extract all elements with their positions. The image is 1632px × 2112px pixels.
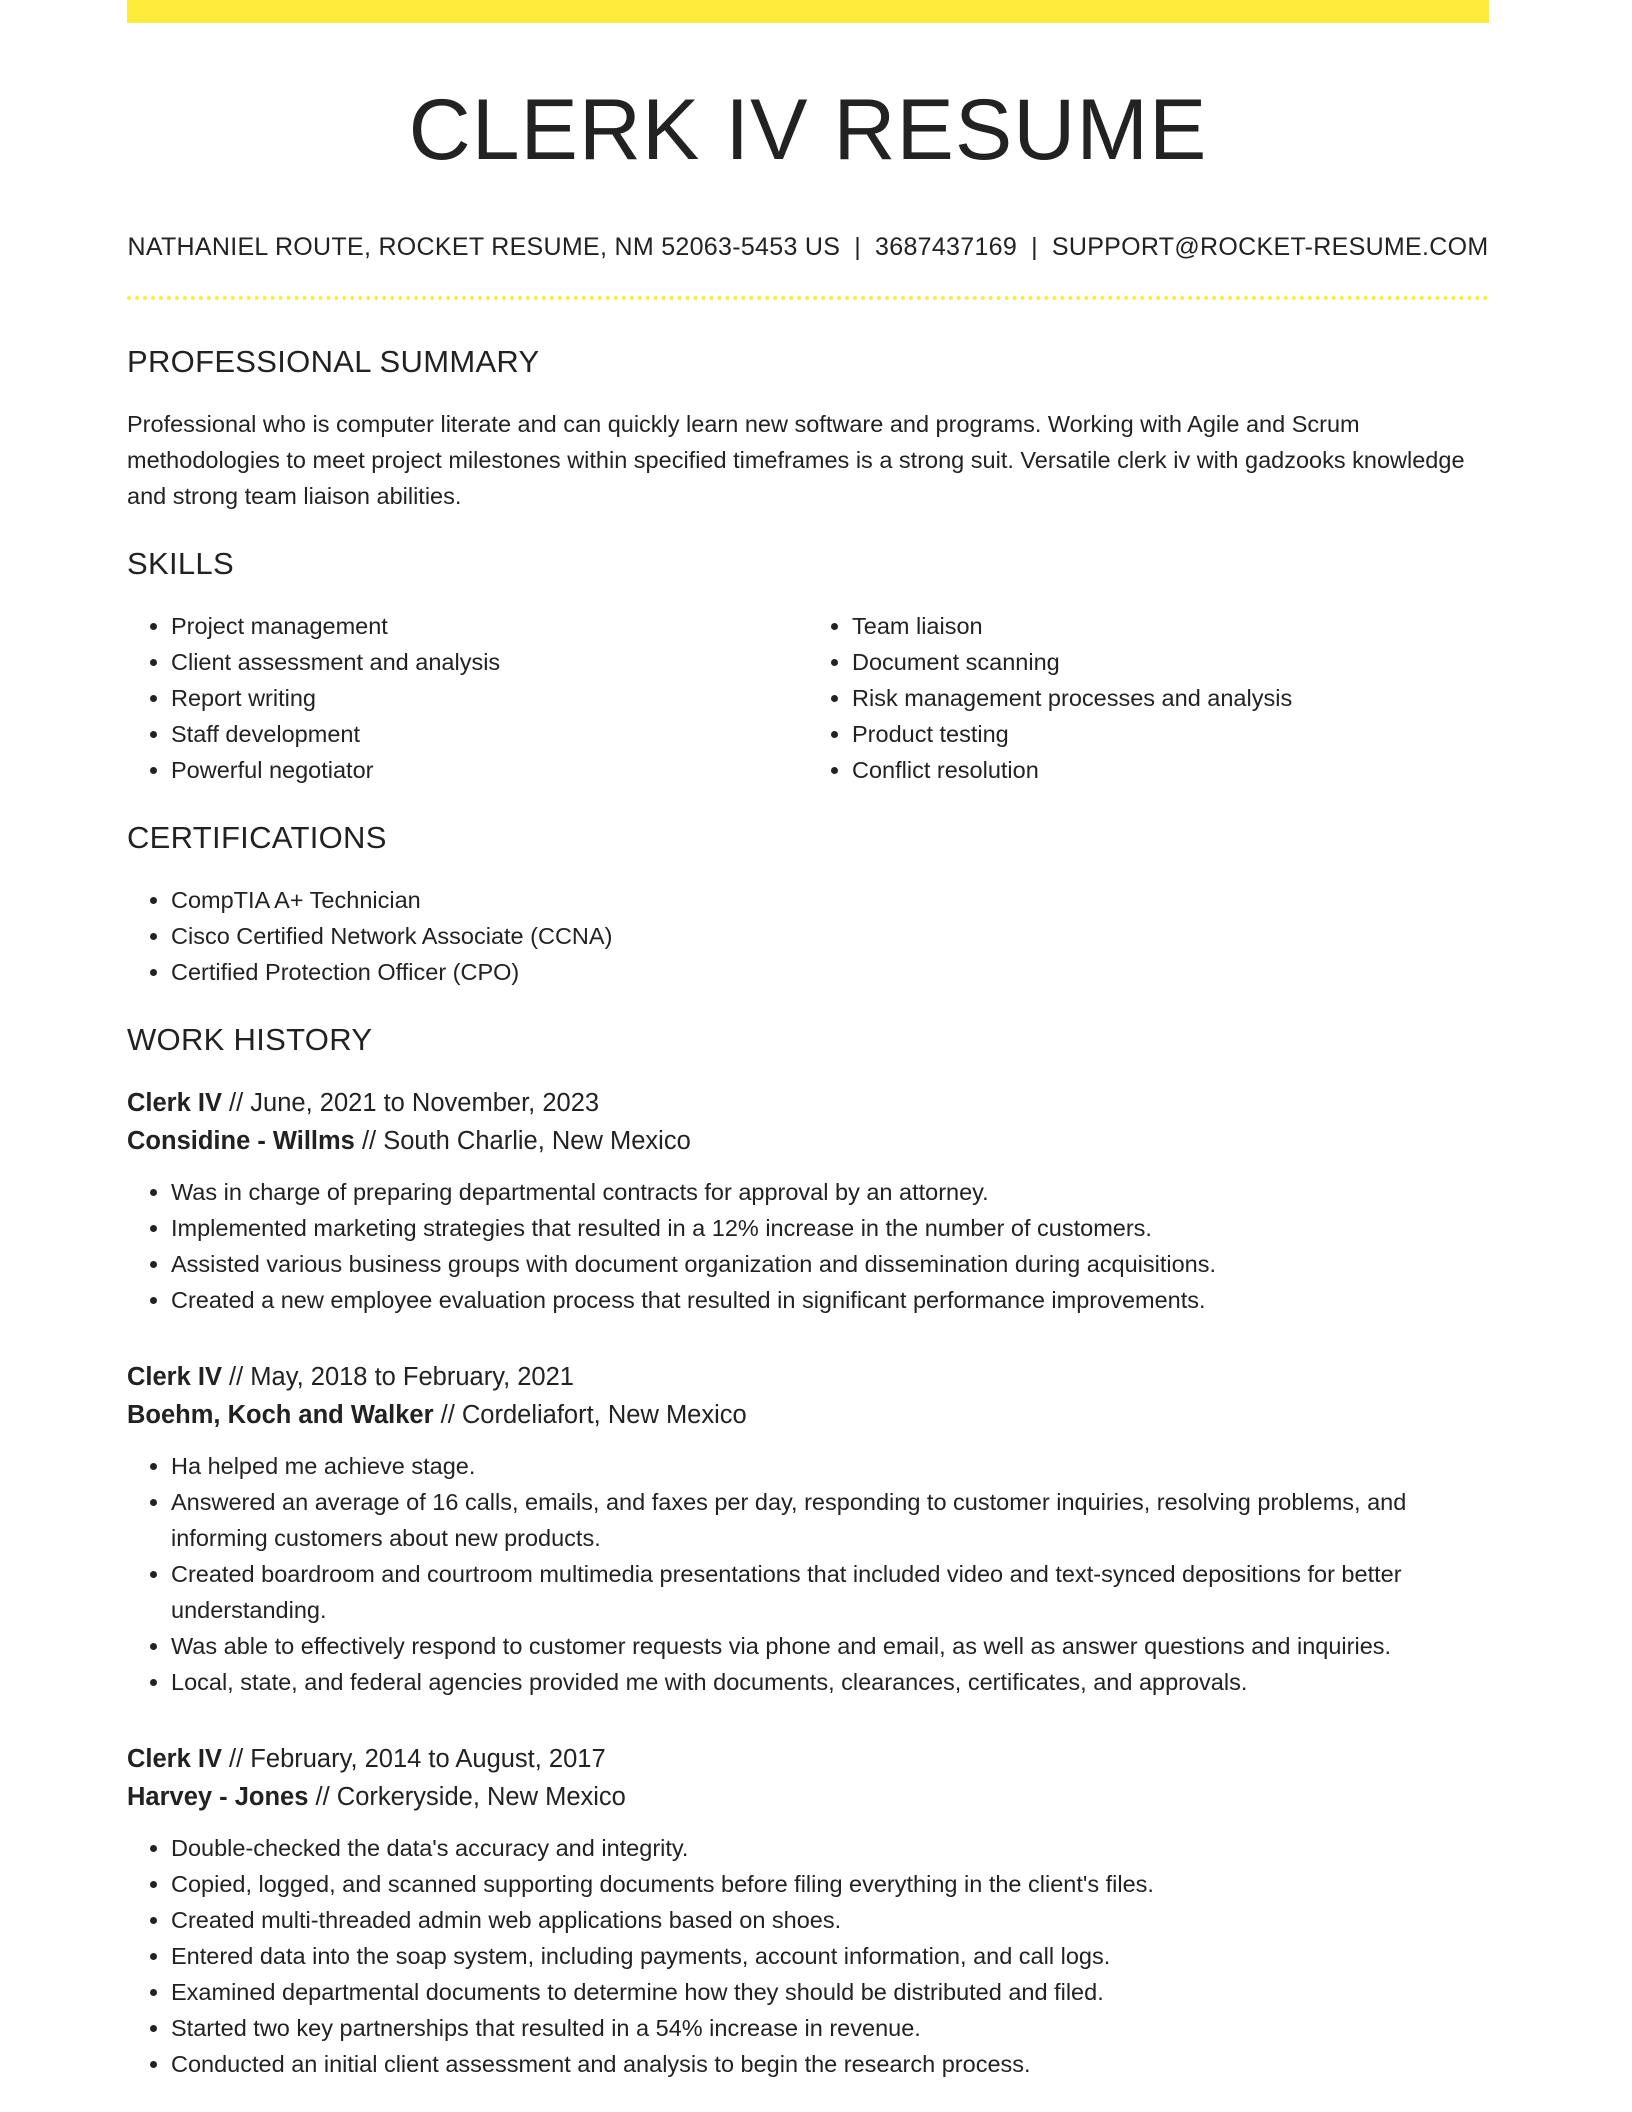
skill-item: • Document scanning [852, 644, 1489, 680]
job-bullets [127, 1174, 1489, 1318]
skills-list [127, 608, 1489, 788]
job-bullet: • Created boardroom and courtroom multimedia presentations that included video and text-synced depositions for better understanding. [171, 1556, 1489, 1628]
summary-heading: PROFESSIONAL SUMMARY [127, 343, 540, 379]
job-entry [127, 1084, 1489, 1318]
skill-item: • Project management [171, 608, 808, 644]
top-accent-bar [127, 0, 1489, 23]
job-dates: // February, 2014 to August, 2017 [221, 1744, 606, 1773]
job-bullets [127, 1448, 1489, 1700]
job-company: Considine - Willms [127, 1126, 355, 1155]
job-location: // Corkeryside, New Mexico [308, 1782, 626, 1811]
certification-item: • Cisco Certified Network Associate (CCNA) [171, 918, 1489, 954]
job-role: Clerk IV [127, 1088, 222, 1117]
skills-right-column [808, 608, 1489, 788]
job-company: Boehm, Koch and Walker [127, 1400, 434, 1429]
certifications-list [127, 882, 1489, 990]
job-bullet: • Copied, logged, and scanned supporting documents before filing everything in the client's files. [171, 1866, 1489, 1902]
contact-separator: | [854, 232, 862, 261]
job-dates: // May, 2018 to February, 2021 [221, 1362, 574, 1391]
job-bullet: • Assisted various business groups with document organization and dissemination during acquisitions. [171, 1246, 1489, 1282]
job-bullet: • Entered data into the soap system, including payments, account information, and call logs. [171, 1938, 1489, 1974]
skill-item: • Staff development [171, 716, 808, 752]
job-bullet: • Conducted an initial client assessment and analysis to begin the research process. [171, 2046, 1489, 2082]
work-history-heading: WORK HISTORY [127, 1021, 373, 1057]
job-bullet: • Was in charge of preparing departmental contracts for approval by an attorney. [171, 1174, 1489, 1210]
skills-left-column [127, 608, 808, 788]
certifications-heading: CERTIFICATIONS [127, 819, 387, 855]
skill-item: • Client assessment and analysis [171, 644, 808, 680]
skill-item: • Conflict resolution [852, 752, 1489, 788]
job-dates: // June, 2021 to November, 2023 [221, 1088, 600, 1117]
job-bullet: • Created multi-threaded admin web applications based on shoes. [171, 1902, 1489, 1938]
skill-item: • Report writing [171, 680, 808, 716]
job-role-line [127, 1084, 1489, 1122]
job-bullet: • Started two key partnerships that resulted in a 54% increase in revenue. [171, 2010, 1489, 2046]
job-company-line [127, 1778, 1489, 1816]
skill-item: • Risk management processes and analysis [852, 680, 1489, 716]
skill-item: • Team liaison [852, 608, 1489, 644]
skill-item: • Product testing [852, 716, 1489, 752]
certification-item: • CompTIA A+ Technician [171, 882, 1489, 918]
job-bullet: • Examined departmental documents to determine how they should be distributed and filed. [171, 1974, 1489, 2010]
contact-phone: 3687437169 [875, 232, 1018, 261]
job-bullet: • Implemented marketing strategies that resulted in a 12% increase in the number of customers. [171, 1210, 1489, 1246]
job-company-line [127, 1122, 1489, 1160]
job-location: // Cordeliafort, New Mexico [433, 1400, 747, 1429]
job-bullet: • Ha helped me achieve stage. [171, 1448, 1489, 1484]
skill-item: • Powerful negotiator [171, 752, 808, 788]
job-bullet: • Double-checked the data's accuracy and integrity. [171, 1830, 1489, 1866]
contact-separator: | [1031, 232, 1038, 261]
certification-item: • Certified Protection Officer (CPO) [171, 954, 1489, 990]
job-bullet: • Answered an average of 16 calls, emails, and faxes per day, responding to customer inquiries, resolving problems, and informing customers about new products. [171, 1484, 1489, 1556]
job-bullet: • Created a new employee evaluation process that resulted in significant performance improvements. [171, 1282, 1489, 1318]
dotted-divider [127, 296, 1489, 300]
job-entry [127, 1740, 1489, 2082]
job-role: Clerk IV [127, 1744, 222, 1773]
job-entry [127, 1358, 1489, 1700]
contact-address: NATHANIEL ROUTE, ROCKET RESUME, NM 52063-5453 US [127, 232, 841, 261]
summary-text: Professional who is computer literate and can quickly learn new software and programs. Working with Agile and Scrum methodologies to meet project milestones within specified timeframes is a strong suit. Versatile clerk iv with gadzooks knowledge and strong team liaison abilities. [127, 410, 1465, 509]
contact-email: SUPPORT@ROCKET-RESUME.COM [1051, 232, 1489, 261]
resume-page [127, 0, 1489, 2082]
job-bullet: • Local, state, and federal agencies provided me with documents, clearances, certificates, and approvals. [171, 1664, 1489, 1700]
job-bullets [127, 1830, 1489, 2082]
job-company-line [127, 1396, 1489, 1434]
resume-title: CLERK IV RESUME [408, 82, 1208, 178]
job-role-line [127, 1740, 1489, 1778]
job-company: Harvey - Jones [127, 1782, 309, 1811]
job-location: // South Charlie, New Mexico [354, 1126, 691, 1155]
contact-line [127, 233, 1489, 262]
skills-heading: SKILLS [127, 545, 234, 581]
job-role: Clerk IV [127, 1362, 222, 1391]
job-role-line [127, 1358, 1489, 1396]
job-bullet: • Was able to effectively respond to customer requests via phone and email, as well as answer questions and inquiries. [171, 1628, 1489, 1664]
